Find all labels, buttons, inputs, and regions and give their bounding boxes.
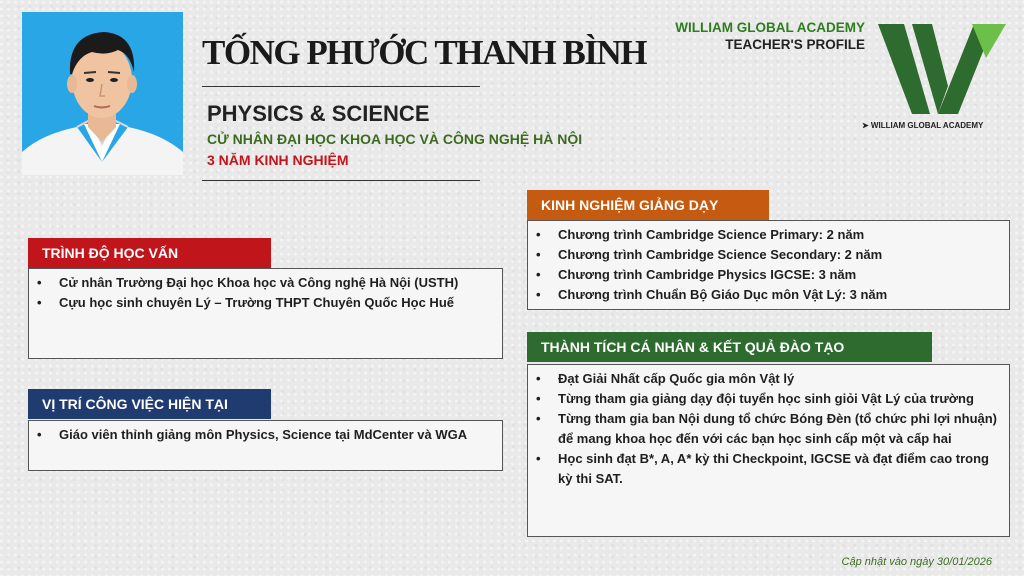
list-item-text: Chương trình Cambridge Science Secondary: 2 năm bbox=[558, 247, 883, 262]
profile-label: TEACHER'S PROFILE bbox=[725, 37, 865, 52]
list-item bbox=[536, 389, 999, 409]
list-item bbox=[536, 285, 999, 305]
bullet-icon: • bbox=[536, 247, 541, 262]
bullet-icon: • bbox=[536, 371, 541, 386]
academy-logo bbox=[874, 20, 1008, 118]
teacher-photo bbox=[22, 12, 183, 175]
bullet-icon: • bbox=[536, 411, 541, 426]
list-item-text: Từng tham gia ban Nội dung tổ chức Bóng Đèn (tổ chức phi lợi nhuận) để mang khoa học đến với các bạn học sinh cấp một và cấp hai bbox=[558, 411, 998, 446]
list-item-text: Giáo viên thỉnh giảng môn Physics, Science tại MdCenter và WGA bbox=[59, 427, 468, 442]
bullet-icon: • bbox=[37, 295, 42, 310]
list-item-text: Cử nhân Trường Đại học Khoa học và Công nghệ Hà Nội (USTH) bbox=[59, 275, 459, 290]
achievements-box bbox=[527, 364, 1010, 537]
list-item-text: Học sinh đạt B*, A, A* kỳ thi Checkpoint, IGCSE và đạt điểm cao trong kỳ thi SAT. bbox=[558, 451, 989, 486]
bullet-icon: • bbox=[37, 427, 42, 442]
list-item bbox=[536, 225, 999, 245]
current-job-header: VỊ TRÍ CÔNG VIỆC HIỆN TẠI bbox=[28, 389, 271, 419]
bullet-icon: • bbox=[536, 227, 541, 242]
list-item-text: Chương trình Chuẩn Bộ Giáo Dục môn Vật Lý: 3 năm bbox=[558, 287, 888, 302]
info-divider bbox=[202, 180, 480, 181]
list-item-text: Chương trình Cambridge Physics IGCSE: 3 năm bbox=[558, 267, 857, 282]
current-job-box bbox=[28, 420, 503, 471]
academy-name: WILLIAM GLOBAL ACADEMY bbox=[675, 20, 865, 35]
list-item-text: Từng tham gia giảng dạy đội tuyển học sinh giỏi Vật Lý của trường bbox=[558, 391, 974, 406]
achievements-list bbox=[528, 365, 1009, 491]
teaching-experience-list bbox=[528, 221, 1009, 307]
list-item-text: Cựu học sinh chuyên Lý – Trường THPT Chuyên Quốc Học Huế bbox=[59, 295, 454, 310]
bullet-icon: • bbox=[536, 287, 541, 302]
education-list bbox=[29, 269, 502, 315]
teaching-experience-header: KINH NGHIỆM GIẢNG DẠY bbox=[527, 190, 769, 220]
logo-caption: ➤ WILLIAM GLOBAL ACADEMY bbox=[862, 121, 984, 130]
list-item bbox=[536, 265, 999, 285]
teaching-experience-box bbox=[527, 220, 1010, 310]
updated-date: Cập nhật vào ngày 30/01/2026 bbox=[841, 556, 992, 568]
list-item bbox=[536, 409, 999, 449]
list-item bbox=[536, 449, 999, 489]
list-item bbox=[37, 273, 492, 293]
list-item-text: Đạt Giải Nhất cấp Quốc gia môn Vật lý bbox=[558, 371, 795, 386]
teacher-name: TỐNG PHƯỚC THANH BÌNH bbox=[202, 33, 646, 72]
list-item bbox=[536, 245, 999, 265]
teacher-degree: CỬ NHÂN ĐẠI HỌC KHOA HỌC VÀ CÔNG NGHỆ HÀ NỘI bbox=[207, 131, 583, 147]
portrait-image bbox=[22, 12, 183, 175]
current-job-list bbox=[29, 421, 502, 447]
bullet-icon: • bbox=[37, 275, 42, 290]
bullet-icon: • bbox=[536, 391, 541, 406]
list-item-text: Chương trình Cambridge Science Primary: 2 năm bbox=[558, 227, 865, 242]
list-item bbox=[37, 293, 492, 313]
name-divider bbox=[202, 86, 480, 87]
education-header: TRÌNH ĐỘ HỌC VẤN bbox=[28, 238, 271, 268]
achievements-header: THÀNH TÍCH CÁ NHÂN & KẾT QUẢ ĐÀO TẠO bbox=[527, 332, 932, 362]
list-item bbox=[37, 425, 492, 445]
bullet-icon: • bbox=[536, 267, 541, 282]
teacher-experience-years: 3 NĂM KINH NGHIỆM bbox=[207, 152, 349, 168]
bullet-icon: • bbox=[536, 451, 541, 466]
list-item bbox=[536, 369, 999, 389]
education-box bbox=[28, 268, 503, 359]
teacher-subject: PHYSICS & SCIENCE bbox=[207, 101, 430, 126]
